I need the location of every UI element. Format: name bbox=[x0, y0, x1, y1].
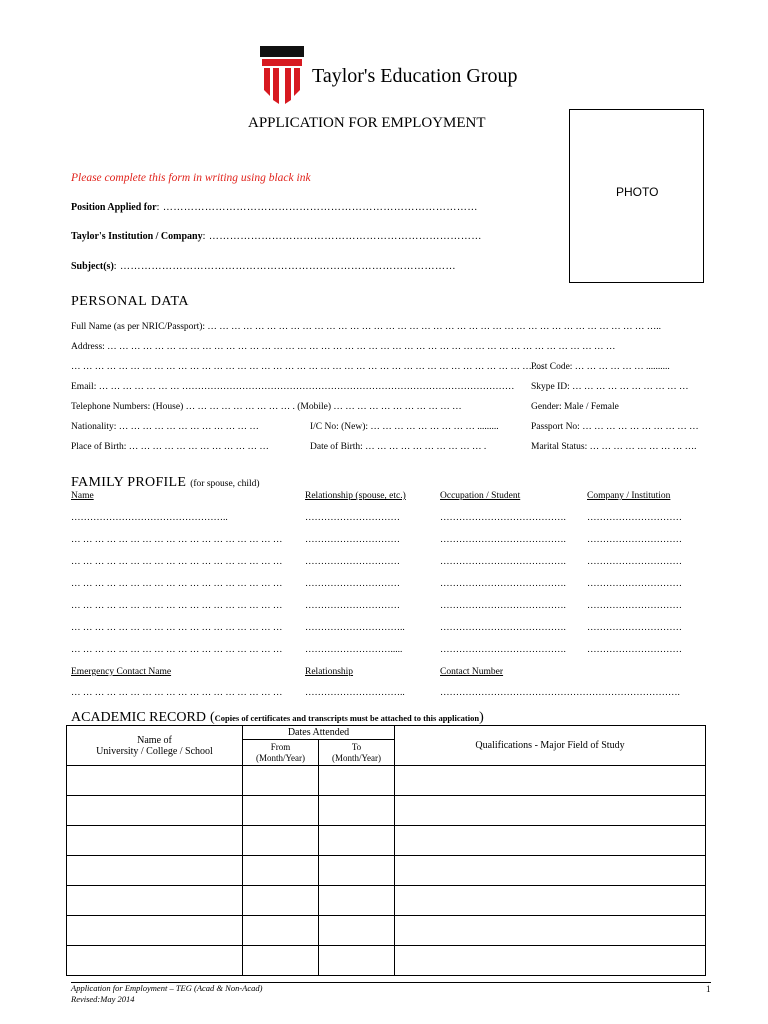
academic-to-cell[interactable] bbox=[319, 916, 395, 946]
email-field[interactable]: Email: … … … … … … … …………………………………………………………………………………………… bbox=[71, 382, 515, 392]
academic-col-qualifications: Qualifications - Major Field of Study bbox=[395, 726, 706, 766]
address-field[interactable]: Address: … … … … … … … … … … … … … … … … … … … … … … … … … … … … … … … … … … … … … … … … … … … bbox=[71, 342, 616, 352]
emergency-contact-label: Contact Number bbox=[440, 667, 504, 677]
academic-to-cell[interactable] bbox=[319, 826, 395, 856]
family-company-field[interactable]: ………………………… bbox=[587, 601, 682, 611]
emergency-name-label: Emergency Contact Name bbox=[71, 667, 172, 677]
academic-col-to bbox=[319, 740, 395, 766]
academic-col-from-label: From bbox=[270, 741, 291, 752]
position-label: Position Applied for bbox=[71, 202, 157, 213]
nationality-field[interactable]: Nationality: … … … … … … … … … … … … bbox=[71, 422, 259, 432]
family-occupation-field[interactable]: …………………………………. bbox=[440, 535, 566, 545]
position-field[interactable]: : ……………………………………………………………………………… bbox=[156, 202, 478, 213]
family-company-field[interactable]: ………………………… bbox=[587, 557, 682, 567]
institution-label: Taylor's Institution / Company bbox=[71, 231, 203, 242]
academic-from-cell[interactable] bbox=[243, 886, 319, 916]
academic-institution-cell[interactable] bbox=[67, 826, 243, 856]
emergency-contact-field[interactable]: …………………………………………………………………. bbox=[440, 688, 680, 698]
academic-row bbox=[67, 796, 706, 826]
family-profile-subheading: (for spouse, child) bbox=[190, 479, 260, 489]
family-relationship-field[interactable]: ………………………… bbox=[305, 513, 400, 523]
academic-to-cell[interactable] bbox=[319, 886, 395, 916]
academic-col-name bbox=[67, 726, 243, 766]
academic-institution-cell[interactable] bbox=[67, 766, 243, 796]
family-relationship-field[interactable]: ………………………..... bbox=[305, 645, 403, 655]
footer-line2: Revised:May 2014 bbox=[71, 994, 135, 1004]
form-title: APPLICATION FOR EMPLOYMENT bbox=[248, 115, 486, 131]
subjects-row[interactable] bbox=[71, 261, 456, 272]
academic-row bbox=[67, 766, 706, 796]
gender-field[interactable]: Gender: Male / Female bbox=[531, 402, 619, 412]
family-company-field[interactable]: ………………………… bbox=[587, 513, 682, 523]
academic-institution-cell[interactable] bbox=[67, 856, 243, 886]
academic-row bbox=[67, 916, 706, 946]
institution-row[interactable] bbox=[71, 231, 482, 242]
institution-field[interactable]: : …………………………………………………………………… bbox=[202, 231, 482, 242]
academic-qualification-cell[interactable] bbox=[395, 826, 706, 856]
family-company-field[interactable]: ………………………… bbox=[587, 645, 682, 655]
family-occupation-field[interactable]: …………………………………. bbox=[440, 557, 566, 567]
family-company-field[interactable]: ………………………… bbox=[587, 579, 682, 589]
family-col-relationship: Relationship (spouse, etc.) bbox=[305, 491, 406, 501]
org-name: Taylor's Education Group bbox=[312, 65, 518, 87]
photo-box[interactable] bbox=[569, 109, 704, 283]
academic-from-cell[interactable] bbox=[243, 856, 319, 886]
personal-data-heading: PERSONAL DATA bbox=[71, 294, 190, 309]
academic-qualification-cell[interactable] bbox=[395, 886, 706, 916]
academic-note: Copies of certificates and transcripts must be attached to this application bbox=[214, 713, 480, 723]
family-name-field[interactable]: … … … … … … … … … … … … … … … … … … bbox=[71, 557, 283, 567]
family-col-company: Company / Institution bbox=[587, 491, 671, 501]
family-occupation-field[interactable]: …………………………………. bbox=[440, 645, 566, 655]
academic-row bbox=[67, 856, 706, 886]
academic-qualification-cell[interactable] bbox=[395, 916, 706, 946]
telephone-field[interactable]: Telephone Numbers: (House) … … … … … … … … … . (Mobile) … … … … … … … … … … … bbox=[71, 402, 462, 412]
academic-row bbox=[67, 886, 706, 916]
family-occupation-field[interactable]: …………………………………. bbox=[440, 623, 566, 633]
date-of-birth-field[interactable]: Date of Birth: … … … … … … … … … … . bbox=[310, 442, 487, 452]
family-name-field[interactable]: … … … … … … … … … … … … … … … … … … bbox=[71, 579, 283, 589]
academic-col-dates: Dates Attended bbox=[243, 726, 395, 740]
subjects-field[interactable]: : …………………………………………………………………………………… bbox=[113, 261, 457, 272]
academic-institution-cell[interactable] bbox=[67, 916, 243, 946]
page-number: 1 bbox=[706, 984, 711, 994]
family-company-field[interactable]: ………………………… bbox=[587, 535, 682, 545]
passport-field[interactable]: Passport No: … … … … … … … … … … bbox=[531, 422, 699, 432]
family-company-field[interactable]: ………………………… bbox=[587, 623, 682, 633]
academic-heading-row bbox=[71, 708, 484, 726]
family-relationship-field[interactable]: ………………………… bbox=[305, 579, 400, 589]
place-of-birth-field[interactable]: Place of Birth: … … … … … … … … … … … … bbox=[71, 442, 269, 452]
logo bbox=[255, 42, 520, 110]
family-col-name: Name bbox=[71, 491, 94, 501]
academic-paren-close: ) bbox=[479, 710, 484, 725]
academic-institution-cell[interactable] bbox=[67, 946, 243, 976]
academic-row bbox=[67, 826, 706, 856]
family-name-field[interactable]: ………………………………………….. bbox=[71, 513, 228, 523]
family-relationship-field[interactable]: ………………………… bbox=[305, 535, 400, 545]
skype-field[interactable]: Skype ID: … … … … … … … … … … bbox=[531, 382, 689, 392]
academic-from-cell[interactable] bbox=[243, 946, 319, 976]
photo-label: PHOTO bbox=[616, 185, 659, 199]
academic-paren-open: ( bbox=[209, 710, 215, 725]
emergency-name-field[interactable]: … … … … … … … … … … … … … … … … … … bbox=[71, 688, 283, 698]
academic-qualification-cell[interactable] bbox=[395, 946, 706, 976]
academic-qualification-cell[interactable] bbox=[395, 766, 706, 796]
ic-no-field[interactable]: I/C No: (New): … … … … … … … … … ......... bbox=[310, 422, 499, 432]
academic-from-cell[interactable] bbox=[243, 766, 319, 796]
academic-col-from-unit: (Month/Year) bbox=[255, 752, 306, 763]
family-occupation-field[interactable]: …………………………………. bbox=[440, 579, 566, 589]
academic-to-cell[interactable] bbox=[319, 796, 395, 826]
academic-to-cell[interactable] bbox=[319, 946, 395, 976]
family-occupation-field[interactable]: …………………………………. bbox=[440, 513, 566, 523]
emergency-relationship-field[interactable]: ………………………….. bbox=[305, 688, 405, 698]
position-applied-row[interactable] bbox=[71, 202, 478, 213]
address-line2-field[interactable]: … … … … … … … … … … … … … … … … … … … … … … … … … … … … … … … … … … … … … … … … bbox=[71, 362, 544, 372]
academic-qualification-cell[interactable] bbox=[395, 796, 706, 826]
family-relationship-field[interactable]: ………………………….. bbox=[305, 623, 405, 633]
academic-institution-cell[interactable] bbox=[67, 796, 243, 826]
marital-status-field[interactable]: Marital Status: … … … … … … … … …. bbox=[531, 442, 697, 452]
family-col-occupation: Occupation / Student bbox=[440, 491, 521, 501]
academic-from-cell[interactable] bbox=[243, 796, 319, 826]
academic-qualification-cell[interactable] bbox=[395, 856, 706, 886]
instruction-text: Please complete this form in writing using black ink bbox=[71, 172, 311, 184]
academic-to-cell[interactable] bbox=[319, 856, 395, 886]
family-profile-heading-row bbox=[71, 473, 260, 491]
academic-col-to-label: To bbox=[351, 741, 362, 752]
academic-col-from bbox=[243, 740, 319, 766]
academic-from-cell[interactable] bbox=[243, 916, 319, 946]
emergency-relationship-label: Relationship bbox=[305, 667, 354, 677]
post-code-field[interactable]: Post Code: … … … … … … .......... bbox=[531, 362, 670, 372]
academic-col-to-unit: (Month/Year) bbox=[331, 752, 382, 763]
taylors-shield-icon bbox=[260, 46, 304, 106]
family-name-field[interactable]: … … … … … … … … … … … … … … … … … … bbox=[71, 645, 283, 655]
family-name-field[interactable]: … … … … … … … … … … … … … … … … … … bbox=[71, 623, 283, 633]
family-name-field[interactable]: … … … … … … … … … … … … … … … … … … bbox=[71, 535, 283, 545]
academic-institution-cell[interactable] bbox=[67, 886, 243, 916]
family-relationship-field[interactable]: ………………………… bbox=[305, 601, 400, 611]
subjects-label: Subject(s) bbox=[71, 261, 114, 272]
academic-from-cell[interactable] bbox=[243, 826, 319, 856]
family-relationship-field[interactable]: ………………………… bbox=[305, 557, 400, 567]
footer-line1: Application for Employment – TEG (Acad & Non-Acad) bbox=[71, 983, 263, 993]
academic-col-name-line1: Name of bbox=[137, 734, 172, 746]
academic-to-cell[interactable] bbox=[319, 766, 395, 796]
academic-table bbox=[66, 725, 706, 976]
family-name-field[interactable]: … … … … … … … … … … … … … … … … … … bbox=[71, 601, 283, 611]
full-name-field[interactable]: Full Name (as per NRIC/Passport): … … … … … … … … … … … … … … … … … … … … … … … … … … … … … … … … … … … … … ….. bbox=[71, 322, 662, 332]
family-occupation-field[interactable]: …………………………………. bbox=[440, 601, 566, 611]
academic-row bbox=[67, 946, 706, 976]
academic-col-name-line2: University / College / School bbox=[96, 745, 213, 757]
academic-heading: ACADEMIC RECORD bbox=[71, 710, 206, 725]
family-profile-heading: FAMILY PROFILE bbox=[71, 475, 187, 490]
